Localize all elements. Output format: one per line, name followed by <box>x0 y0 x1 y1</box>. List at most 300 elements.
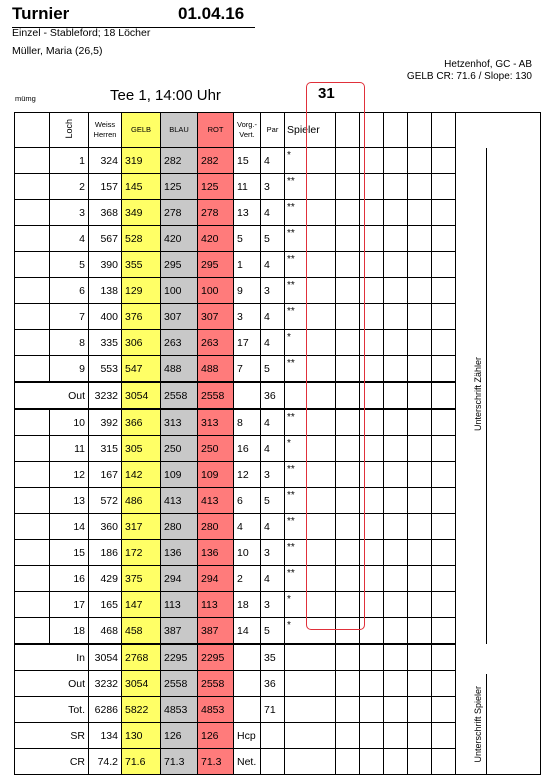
empty-cell <box>336 436 360 462</box>
row-label: In <box>15 644 89 671</box>
weiss-distance: 368 <box>89 200 122 226</box>
gelb-distance: 349 <box>122 200 161 226</box>
weiss-distance: 429 <box>89 566 122 592</box>
par-value: 4 <box>261 436 285 462</box>
weiss-distance: 567 <box>89 226 122 252</box>
empty-cell <box>384 540 408 566</box>
row-label: Out <box>15 382 89 409</box>
empty-cell <box>432 671 456 697</box>
empty-cell <box>336 226 360 252</box>
empty-cell <box>432 592 456 618</box>
gelb-distance: 172 <box>122 540 161 566</box>
empty-cell <box>408 304 432 330</box>
par-value: 4 <box>261 566 285 592</box>
empty-cell <box>384 278 408 304</box>
player-strokes: * <box>285 148 336 174</box>
hole-number: 13 <box>50 488 89 514</box>
gelb-distance: 355 <box>122 252 161 278</box>
empty-cell <box>408 436 432 462</box>
empty-cell <box>384 697 408 723</box>
club-name: Hetzenhof, GC - AB <box>444 59 532 70</box>
empty-cell <box>336 278 360 304</box>
empty-cell <box>432 200 456 226</box>
empty-cell <box>384 174 408 200</box>
player-strokes: ** <box>285 566 336 592</box>
hole-number: 14 <box>50 514 89 540</box>
weiss-distance: 392 <box>89 409 122 436</box>
empty-cell <box>408 723 432 749</box>
par-value: 4 <box>261 304 285 330</box>
blau-distance: 488 <box>161 356 198 383</box>
hole-number: 1 <box>50 148 89 174</box>
empty-cell <box>384 671 408 697</box>
empty-cell <box>15 540 50 566</box>
empty-cell <box>408 514 432 540</box>
empty-cell <box>15 226 50 252</box>
empty-cell <box>432 488 456 514</box>
col-rot: ROT <box>198 113 234 148</box>
player-code: mümg <box>15 94 36 103</box>
par-value: 4 <box>261 330 285 356</box>
empty-cell <box>360 200 384 226</box>
empty-cell <box>336 540 360 566</box>
empty-cell <box>408 618 432 645</box>
empty-cell <box>15 304 50 330</box>
blank-header <box>15 113 50 148</box>
empty-cell <box>336 304 360 330</box>
empty-cell <box>360 382 384 409</box>
blau-distance: 2558 <box>161 382 198 409</box>
gelb-distance: 3054 <box>122 382 161 409</box>
empty-cell <box>384 330 408 356</box>
hole-number: 3 <box>50 200 89 226</box>
rot-distance: 2295 <box>198 644 234 671</box>
empty-cell <box>384 644 408 671</box>
col-gelb: GELB <box>122 113 161 148</box>
empty-cell <box>408 749 432 775</box>
player-strokes: ** <box>285 278 336 304</box>
weiss-distance: 186 <box>89 540 122 566</box>
weiss-distance: 6286 <box>89 697 122 723</box>
hole-number: 6 <box>50 278 89 304</box>
gelb-distance: 129 <box>122 278 161 304</box>
weiss-distance: 138 <box>89 278 122 304</box>
empty-cell <box>408 488 432 514</box>
gelb-distance: 375 <box>122 566 161 592</box>
empty-cell <box>15 566 50 592</box>
empty-cell <box>360 618 384 645</box>
empty-cell <box>360 252 384 278</box>
rot-distance: 136 <box>198 540 234 566</box>
empty-cell <box>432 278 456 304</box>
tournament-date: 01.04.16 <box>178 4 245 23</box>
empty-cell <box>408 382 432 409</box>
player-strokes <box>285 644 336 671</box>
rot-distance: 100 <box>198 278 234 304</box>
col-loch: Loch <box>50 113 89 148</box>
par-value: 3 <box>261 278 285 304</box>
empty-cell <box>360 436 384 462</box>
empty-cell <box>408 278 432 304</box>
blau-distance: 282 <box>161 148 198 174</box>
empty-cell <box>432 749 456 775</box>
weiss-distance: 3232 <box>89 382 122 409</box>
empty-cell <box>15 356 50 383</box>
empty-cell <box>336 514 360 540</box>
empty-cell <box>432 540 456 566</box>
col-extra <box>408 113 432 148</box>
hole-number: 12 <box>50 462 89 488</box>
col-extra <box>432 113 456 148</box>
col-spieler: Spieler <box>285 113 336 148</box>
player-strokes: ** <box>285 514 336 540</box>
par-value: 71 <box>261 697 285 723</box>
gelb-distance: 130 <box>122 723 161 749</box>
empty-cell <box>336 330 360 356</box>
handicap-value <box>234 671 261 697</box>
blau-distance: 263 <box>161 330 198 356</box>
weiss-distance: 74.2 <box>89 749 122 775</box>
handicap-value: Hcp <box>234 723 261 749</box>
handicap-value: 11 <box>234 174 261 200</box>
handicap-value: 4 <box>234 514 261 540</box>
row-label: SR <box>15 723 89 749</box>
gelb-distance: 306 <box>122 330 161 356</box>
handicap-value: 1 <box>234 252 261 278</box>
gelb-distance: 2768 <box>122 644 161 671</box>
par-value: 5 <box>261 488 285 514</box>
blau-distance: 413 <box>161 488 198 514</box>
gelb-distance: 142 <box>122 462 161 488</box>
empty-cell <box>432 566 456 592</box>
hole-number: 5 <box>50 252 89 278</box>
rot-distance: 2558 <box>198 382 234 409</box>
empty-cell <box>384 514 408 540</box>
player-strokes <box>285 749 336 775</box>
empty-cell <box>408 697 432 723</box>
hole-number: 15 <box>50 540 89 566</box>
player-strokes: ** <box>285 462 336 488</box>
empty-cell <box>360 749 384 775</box>
total-row <box>15 644 541 671</box>
col-weiss: Weiss Herren <box>89 113 122 148</box>
blau-distance: 294 <box>161 566 198 592</box>
empty-cell <box>384 488 408 514</box>
gelb-distance: 366 <box>122 409 161 436</box>
weiss-distance: 400 <box>89 304 122 330</box>
empty-cell <box>15 148 50 174</box>
empty-cell <box>432 644 456 671</box>
empty-cell <box>432 382 456 409</box>
empty-cell <box>360 278 384 304</box>
row-label: Out <box>15 671 89 697</box>
handicap-value <box>234 644 261 671</box>
player-strokes <box>285 697 336 723</box>
gelb-distance: 486 <box>122 488 161 514</box>
empty-cell <box>408 671 432 697</box>
empty-cell <box>432 462 456 488</box>
player-strokes <box>285 382 336 409</box>
empty-cell <box>336 566 360 592</box>
weiss-distance: 468 <box>89 618 122 645</box>
format-subtitle: Einzel - Stableford; 18 Löcher <box>12 27 151 39</box>
signature-player-line <box>486 674 487 774</box>
empty-cell <box>384 749 408 775</box>
handicap-value: 14 <box>234 618 261 645</box>
col-par: Par <box>261 113 285 148</box>
handicap-value: 3 <box>234 304 261 330</box>
empty-cell <box>15 514 50 540</box>
gelb-distance: 3054 <box>122 671 161 697</box>
hole-number: 8 <box>50 330 89 356</box>
blau-distance: 2295 <box>161 644 198 671</box>
handicap-value: 7 <box>234 356 261 383</box>
player-strokes: ** <box>285 252 336 278</box>
rot-distance: 126 <box>198 723 234 749</box>
empty-cell <box>408 330 432 356</box>
par-value: 5 <box>261 618 285 645</box>
empty-cell <box>360 148 384 174</box>
player-name: Müller, Maria (26,5) <box>12 45 103 57</box>
handicap-value: 8 <box>234 409 261 436</box>
empty-cell <box>336 618 360 645</box>
empty-cell <box>432 409 456 436</box>
weiss-distance: 324 <box>89 148 122 174</box>
blau-distance: 125 <box>161 174 198 200</box>
empty-cell <box>15 252 50 278</box>
empty-cell <box>336 174 360 200</box>
empty-cell <box>384 226 408 252</box>
empty-cell <box>360 592 384 618</box>
rot-distance: 2558 <box>198 671 234 697</box>
empty-cell <box>408 644 432 671</box>
empty-cell <box>384 436 408 462</box>
gelb-distance: 547 <box>122 356 161 383</box>
rot-distance: 295 <box>198 252 234 278</box>
empty-cell <box>15 330 50 356</box>
blau-distance: 387 <box>161 618 198 645</box>
empty-cell <box>432 723 456 749</box>
row-label: CR <box>15 749 89 775</box>
weiss-distance: 3232 <box>89 671 122 697</box>
rot-distance: 4853 <box>198 697 234 723</box>
rot-distance: 413 <box>198 488 234 514</box>
handicap-value: 12 <box>234 462 261 488</box>
weiss-distance: 315 <box>89 436 122 462</box>
par-value: 3 <box>261 462 285 488</box>
empty-cell <box>360 226 384 252</box>
empty-cell <box>360 409 384 436</box>
blau-distance: 278 <box>161 200 198 226</box>
handicap-value: 15 <box>234 148 261 174</box>
gelb-distance: 458 <box>122 618 161 645</box>
handicap-value: Net. <box>234 749 261 775</box>
rot-distance: 109 <box>198 462 234 488</box>
rot-distance: 387 <box>198 618 234 645</box>
weiss-distance: 360 <box>89 514 122 540</box>
blau-distance: 100 <box>161 278 198 304</box>
empty-cell <box>384 592 408 618</box>
hole-row <box>15 148 541 174</box>
empty-cell <box>336 409 360 436</box>
weiss-distance: 165 <box>89 592 122 618</box>
par-value: 4 <box>261 200 285 226</box>
empty-cell <box>408 200 432 226</box>
gelb-distance: 145 <box>122 174 161 200</box>
par-value <box>261 723 285 749</box>
rot-distance: 488 <box>198 356 234 383</box>
empty-cell <box>336 148 360 174</box>
weiss-distance: 572 <box>89 488 122 514</box>
total-score: 31 <box>318 85 335 102</box>
rot-distance: 280 <box>198 514 234 540</box>
weiss-distance: 390 <box>89 252 122 278</box>
tournament-title: Turnier <box>12 4 70 23</box>
rot-distance: 278 <box>198 200 234 226</box>
empty-cell <box>15 200 50 226</box>
empty-cell <box>360 304 384 330</box>
empty-cell <box>336 356 360 383</box>
par-value: 5 <box>261 226 285 252</box>
player-strokes: ** <box>285 174 336 200</box>
rot-distance: 250 <box>198 436 234 462</box>
par-value: 4 <box>261 409 285 436</box>
blau-distance: 295 <box>161 252 198 278</box>
par-value: 36 <box>261 671 285 697</box>
empty-cell <box>384 618 408 645</box>
weiss-distance: 553 <box>89 356 122 383</box>
col-extra <box>360 113 384 148</box>
empty-cell <box>15 618 50 645</box>
player-strokes: ** <box>285 409 336 436</box>
player-strokes: ** <box>285 200 336 226</box>
player-strokes: ** <box>285 304 336 330</box>
empty-cell <box>336 671 360 697</box>
handicap-value: 18 <box>234 592 261 618</box>
empty-cell <box>408 592 432 618</box>
weiss-distance: 3054 <box>89 644 122 671</box>
rot-distance: 125 <box>198 174 234 200</box>
hole-number: 7 <box>50 304 89 330</box>
empty-cell <box>15 488 50 514</box>
course-rating: GELB CR: 71.6 / Slope: 130 <box>406 71 532 82</box>
empty-cell <box>432 174 456 200</box>
header-row <box>15 113 541 148</box>
par-value: 3 <box>261 592 285 618</box>
empty-cell <box>408 174 432 200</box>
rot-distance: 263 <box>198 330 234 356</box>
par-value <box>261 749 285 775</box>
empty-cell <box>360 174 384 200</box>
blau-distance: 113 <box>161 592 198 618</box>
tee-time: Tee 1, 14:00 Uhr <box>110 87 221 104</box>
par-value: 36 <box>261 382 285 409</box>
player-strokes: ** <box>285 356 336 383</box>
hole-number: 16 <box>50 566 89 592</box>
empty-cell <box>336 644 360 671</box>
gelb-distance: 147 <box>122 592 161 618</box>
hole-number: 11 <box>50 436 89 462</box>
blau-distance: 4853 <box>161 697 198 723</box>
weiss-distance: 157 <box>89 174 122 200</box>
handicap-value: 13 <box>234 200 261 226</box>
handicap-value: 9 <box>234 278 261 304</box>
blau-distance: 136 <box>161 540 198 566</box>
blau-distance: 2558 <box>161 671 198 697</box>
empty-cell <box>432 618 456 645</box>
empty-cell <box>384 356 408 383</box>
handicap-value <box>234 382 261 409</box>
col-blau: BLAU <box>161 113 198 148</box>
empty-cell <box>360 356 384 383</box>
blau-distance: 109 <box>161 462 198 488</box>
empty-cell <box>384 304 408 330</box>
empty-cell <box>384 148 408 174</box>
handicap-value: 16 <box>234 436 261 462</box>
signature-counter-line <box>486 148 487 645</box>
empty-cell <box>336 488 360 514</box>
par-value: 3 <box>261 540 285 566</box>
empty-cell <box>408 356 432 383</box>
empty-cell <box>15 436 50 462</box>
signature-column-head <box>456 113 541 148</box>
signature-player-area <box>456 644 541 775</box>
player-strokes: * <box>285 330 336 356</box>
empty-cell <box>432 148 456 174</box>
hole-number: 17 <box>50 592 89 618</box>
par-value: 3 <box>261 174 285 200</box>
player-strokes: * <box>285 436 336 462</box>
hole-number: 2 <box>50 174 89 200</box>
blau-distance: 126 <box>161 723 198 749</box>
gelb-distance: 317 <box>122 514 161 540</box>
col-extra <box>384 113 408 148</box>
blau-distance: 420 <box>161 226 198 252</box>
blau-distance: 307 <box>161 304 198 330</box>
player-strokes: * <box>285 592 336 618</box>
gelb-distance: 5822 <box>122 697 161 723</box>
empty-cell <box>336 749 360 775</box>
signature-counter-label: Unterschrift Zähler <box>473 357 483 432</box>
empty-cell <box>360 566 384 592</box>
empty-cell <box>408 148 432 174</box>
empty-cell <box>432 356 456 383</box>
weiss-distance: 134 <box>89 723 122 749</box>
rot-distance: 313 <box>198 409 234 436</box>
handicap-value: 17 <box>234 330 261 356</box>
empty-cell <box>384 382 408 409</box>
player-strokes <box>285 671 336 697</box>
empty-cell <box>408 462 432 488</box>
empty-cell <box>360 671 384 697</box>
empty-cell <box>15 409 50 436</box>
rot-distance: 71.3 <box>198 749 234 775</box>
empty-cell <box>384 566 408 592</box>
empty-cell <box>360 330 384 356</box>
empty-cell <box>408 409 432 436</box>
empty-cell <box>360 723 384 749</box>
empty-cell <box>360 540 384 566</box>
blau-distance: 71.3 <box>161 749 198 775</box>
empty-cell <box>432 226 456 252</box>
empty-cell <box>360 514 384 540</box>
empty-cell <box>432 252 456 278</box>
empty-cell <box>384 723 408 749</box>
empty-cell <box>360 488 384 514</box>
par-value: 35 <box>261 644 285 671</box>
empty-cell <box>408 252 432 278</box>
weiss-distance: 167 <box>89 462 122 488</box>
